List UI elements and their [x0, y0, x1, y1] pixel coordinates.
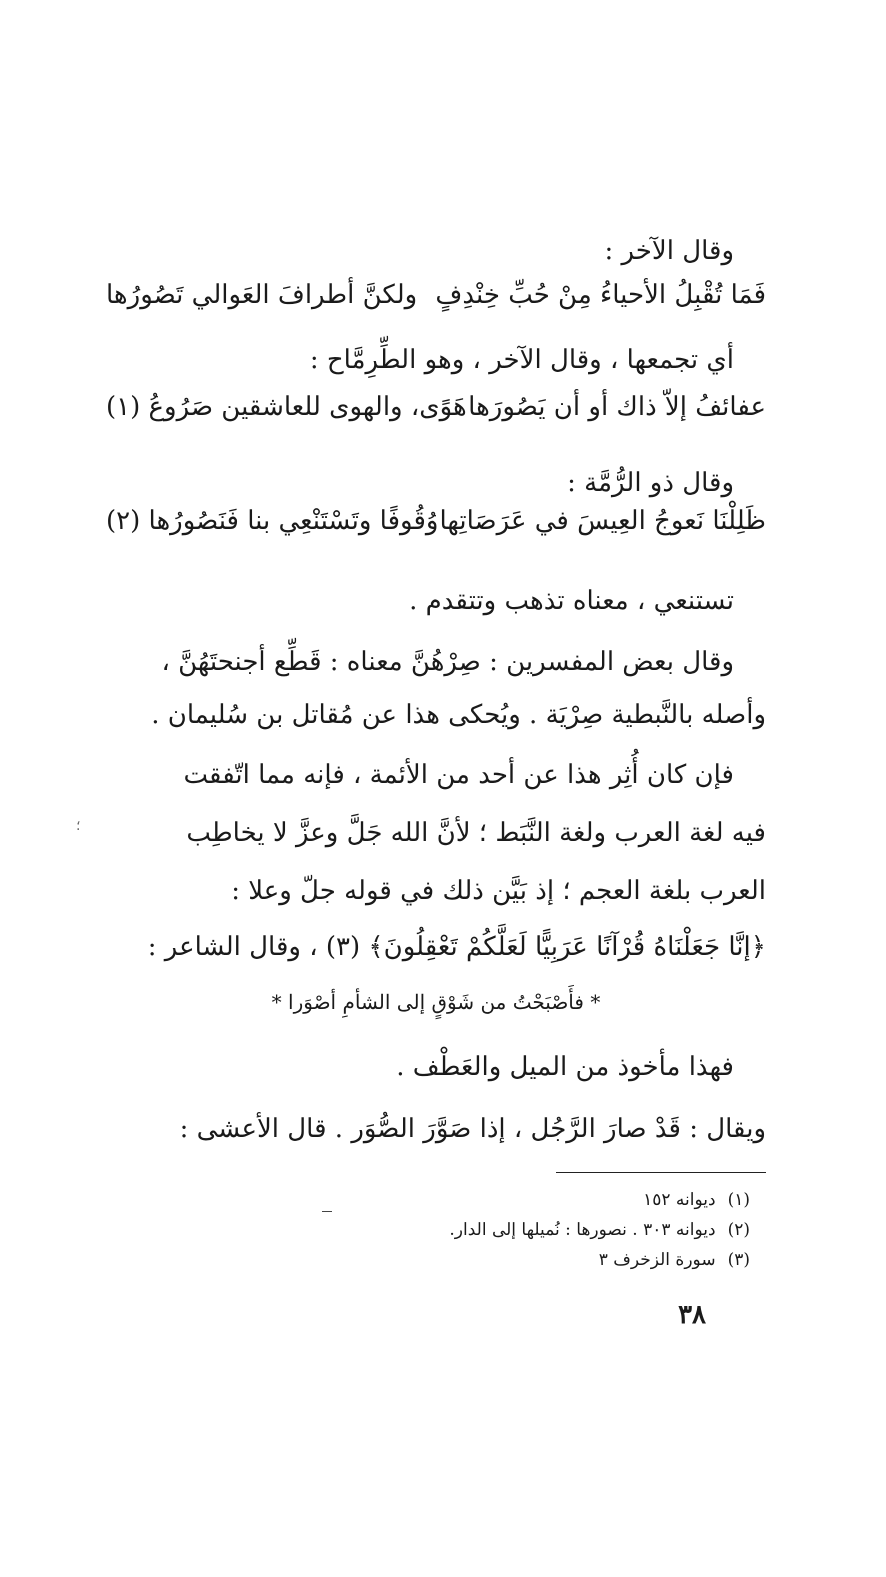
- verse-2-first-hemistich: عفائفُ إلاّ ذاك أو أن يَصُورَها: [468, 392, 766, 422]
- footnote-text: ديوانه ٣٠٣ . نصورها : نُميلها إلى الدار.: [449, 1220, 716, 1240]
- footnote-text: ديوانه ١٥٢: [643, 1190, 716, 1210]
- intro-line: وقال الآخر :: [604, 236, 734, 266]
- poetry-hemistich-quote: * فأَصْبَحْتُ من شَوْقٍ إلى الشأمِ أصْوَرا *: [271, 990, 601, 1014]
- verse-3-second-hemistich: وُقُوفًا وتَسْتَنْعِي بنا فَنَصُورُها (٢): [106, 506, 439, 536]
- footnote-2: [449, 1220, 750, 1240]
- footnote-text: سورة الزخرف ٣: [598, 1250, 716, 1270]
- verse-2-second-hemistich: هَوًى، والهوى للعاشقين صَرُوعُ (١): [106, 392, 467, 422]
- quran-quote-line: ﴿إنَّا جَعَلْنَاهُ قُرْآنًا عَرَبِيًّا لَعَلَّكُمْ تَعْقِلُونَ﴾ (٣) ، وقال الشاعر :: [147, 932, 766, 962]
- footnote-number: (٣): [727, 1250, 750, 1270]
- definition-line: تستنعي ، معناه تذهب وتتقدم .: [409, 586, 734, 616]
- body-paragraph-line: وقال بعض المفسرين : صِرْهُنَّ معناه : قَطِّع أجنحتَهُنَّ ،: [161, 647, 734, 677]
- body-paragraph-line: فيه لغة العرب ولغة النَّبَط ؛ لأنَّ الله جَلَّ وعزَّ لا يخاطِب: [186, 818, 766, 848]
- attribution-line: وقال ذو الرُّمَّة :: [567, 468, 734, 498]
- body-paragraph-line: فإن كان أُثِر هذا عن أحد من الأئمة ، فإنه مما اتّفقت: [183, 760, 734, 790]
- body-paragraph-line: وأصله بالنَّبطية صِرْيَة . ويُحكى هذا عن مُقاتل بن سُليمان .: [151, 700, 766, 730]
- margin-mark: ؛: [76, 818, 81, 834]
- footnote-3: [599, 1250, 750, 1270]
- body-paragraph-line: ويقال : قَدْ صارَ الرَّجُل ، إذا صَوَّرَ الصُّوَر . قال الأعشى :: [179, 1114, 766, 1144]
- body-paragraph-line: فهذا مأخوذ من الميل والعَطْف .: [396, 1052, 734, 1082]
- footnote-number: (١): [727, 1190, 750, 1210]
- verse-1-second-hemistich: ولكنَّ أطرافَ العَوالي تَصُورُها: [106, 280, 418, 310]
- verse-3-first-hemistich: ظَلِلْنَا نَعوجُ العِيسَ في عَرَصَاتِها: [439, 506, 766, 536]
- poetry-verse-2: [106, 392, 766, 423]
- poetry-verse-1: [106, 280, 766, 311]
- footnote-1: [643, 1190, 750, 1210]
- body-paragraph-line: العرب بلغة العجم ؛ إذ بَيَّن ذلك في قوله جلّ وعلا :: [231, 876, 766, 906]
- footnote-separator: [556, 1172, 766, 1173]
- page-number: ٣٨: [678, 1300, 706, 1330]
- verse-1-first-hemistich: فَمَا تُقْبِلُ الأحياءُ مِنْ حُبِّ خِنْدِفٍ: [435, 280, 766, 310]
- stray-mark: [322, 1211, 332, 1212]
- footnote-number: (٢): [727, 1220, 750, 1240]
- poetry-verse-3: [106, 506, 766, 537]
- commentary-line: أي تجمعها ، وقال الآخر ، وهو الطِّرِمَّاح :: [309, 345, 734, 375]
